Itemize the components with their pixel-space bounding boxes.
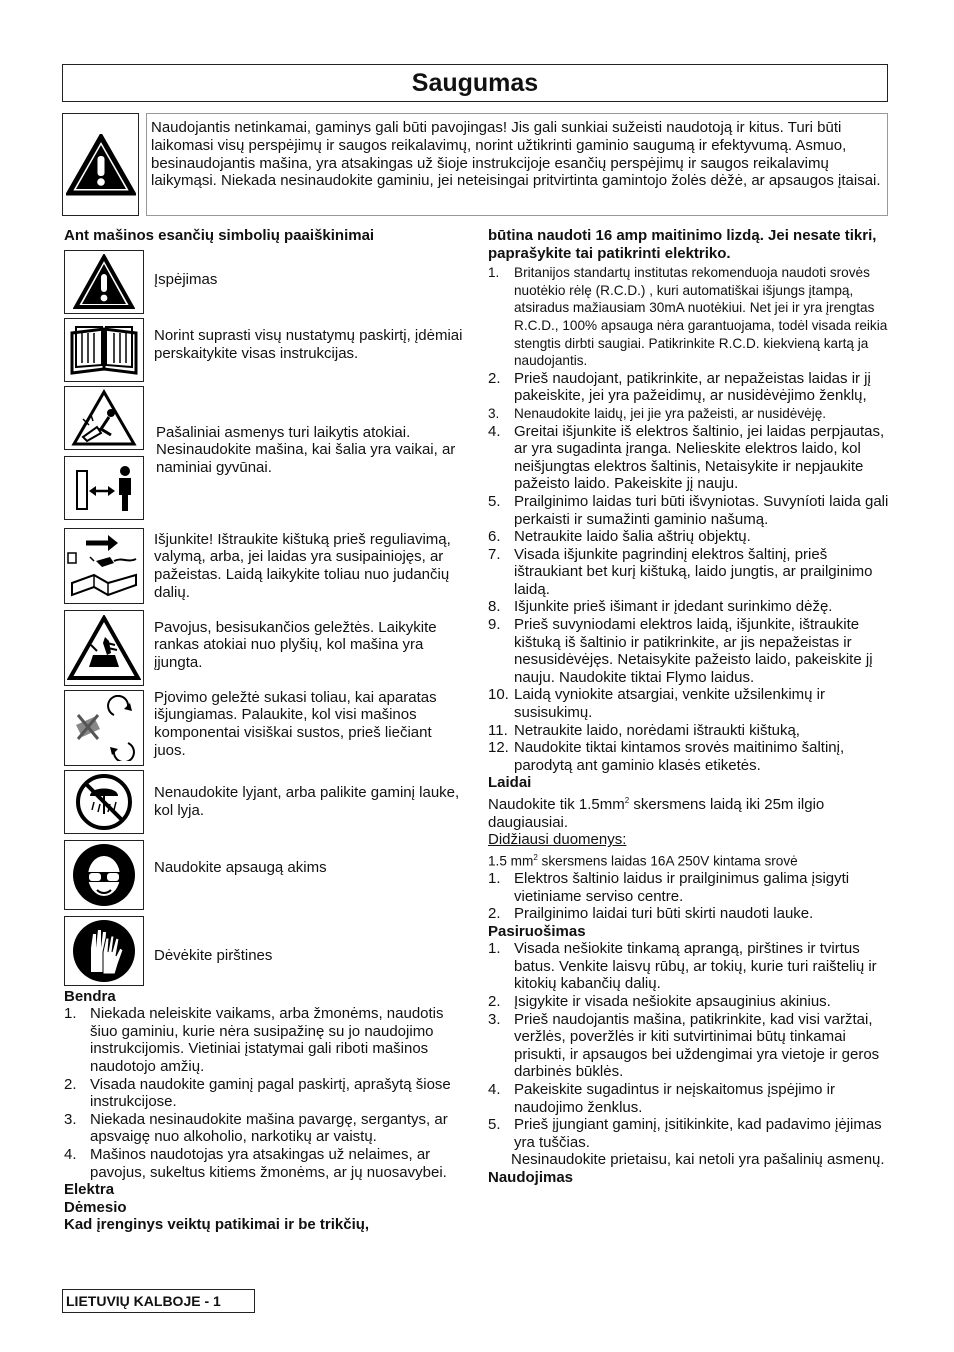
prep-heading: Pasiruošimas (488, 922, 586, 940)
right-column (488, 227, 890, 1187)
list-item: 5. Prieš įjungiant gaminį, įsitikinkite, kad padavimo įėjimas yra tuščias. (488, 1116, 882, 1151)
symbol-icon-box (64, 610, 144, 686)
symbol-text: Dėvėkite pirštines (154, 946, 273, 964)
list-item: 2. Įsigykite ir visada nešiokite apsauginius akinius. (488, 993, 831, 1011)
symbol-icon-box (64, 386, 144, 450)
symbol-icon-box (64, 840, 144, 910)
list-item: 3. Prieš naudojantis mašina, patikrinkite, kad visi varžtai, veržlės, poveržlės ir kiti sutvirtinimai būtų tinkamai prisukti, ir apsaugos bei uždengimai yra vietoje ir geros darbinės būklės. (488, 1010, 880, 1081)
symbol-row-rundown (64, 690, 464, 766)
rotating-blade-icon (67, 615, 141, 681)
symbol-row-rain (64, 770, 464, 834)
list-item: 5. Prailginimo laidas turi būti išvyniotas. Suvyníoti laida gali perkaisti ir sumažinti gaminio našumą. (488, 492, 889, 528)
symbol-text: Pavojus, besisukančios geležtės. Laikykite rankas atokiai nuo plyšių, kol mašina yra įjungta. (154, 618, 437, 672)
cables-heading: Laidai (488, 774, 532, 792)
bystander-hazard-icon (71, 389, 137, 447)
electric-list (488, 264, 890, 774)
symbol-text: Įspėjimas (154, 270, 218, 288)
list-item: 3. Nenaudokite laidų, jei jie yra pažeisti, ar nusidėvėję. (488, 405, 827, 421)
list-item: 2. Prailginimo laidai turi būti skirti naudoti lauke. (488, 905, 814, 923)
list-item: 1. Britanijos standartų institutas rekomenduoja naudoti srovės nuotėkio rėlę (R.C.D.) , kuri automatiškai išjungs įtampą, atsiradus mažiausiam 30mA nuotėkiui. Net jei ir yra įrengtas R.C.D., 100% apsauga nėra garantuojama, todėl visada reikia stengtis dirbti saugiai. Patikrinkite R.C.D. kiekvieną kartą ja naudojantis. (488, 265, 888, 369)
list-item: 8. Išjunkite prieš išimant ir įdedant surinkimo dėžę. (488, 598, 833, 616)
title-box (62, 64, 888, 102)
eye-protection-icon (71, 842, 137, 908)
warning-triangle-icon (73, 254, 135, 310)
unplug-icon (66, 531, 142, 601)
blade-rundown-icon (68, 695, 140, 761)
symbol-icon-box (64, 770, 144, 834)
symbol-row-eyes (64, 840, 464, 910)
list-item: 9. Prieš suvyniodami elektros laidą, išjunkite, ištraukite kištuką iš šaltinio ir patikrinkite, ar jis nepažeistas ir nesusidėvėjęs. Netaisykite pažeisto laido, pakeiskite jį nauju. Naudokite tiktai Flymo laidus. (488, 616, 873, 686)
list-item: 12. Naudokite tiktai kintamos srovės maitinimo šaltinį, parodytą ant gaminio klasės etiketės. (488, 739, 845, 774)
symbol-text: Norint suprasti visų nustatymų paskirtį, įdėmiai perskaitykite visas instrukcijas. (154, 326, 463, 362)
list-item: 2. Visada naudokite gaminį pagal paskirtį, aprašytą šiose instrukcijose. (64, 1075, 451, 1111)
page-footer: LIETUVIŲ KALBOJE - 1 (62, 1289, 255, 1313)
max-text: 1.5 $mm^2$ skersmens laidas 16A 250V kintama srovė (488, 852, 798, 869)
symbol-row-bystanders (64, 386, 464, 521)
list-item: 2. Prieš naudojant, patikrinkite, ar nepažeistas laidas ir jį pakeiskite, jei yra pažeidimų, ar nusidėvėjimo ženklų, (488, 369, 871, 405)
symbol-text: Nenaudokite lyjant, arba palikite gaminį lauke, kol lyja. (154, 783, 460, 819)
symbol-text: Išjunkite! Ištraukite kištuką prieš reguliavimą, valymą, arba, jei laidas yra susipainiojęs, ar pažeistas. Laidą laikykite toliau nuo judančių dalių. (154, 530, 451, 601)
keep-distance-icon (69, 461, 139, 515)
symbol-text: Pašaliniai asmenys turi laikytis atokiai. Nesinaudokite mašina, kai šalia yra vaikai, ar naminiai gyvūnai. (156, 423, 456, 477)
symbol-row-unplug (64, 528, 464, 604)
warning-icon-box (62, 113, 139, 216)
symbol-text: Pjovimo geležtė sukasi toliau, kai aparatas išjungiamas. Palaukite, kol visi mašinos komponentai visiškai sustos, prieš liečiant juos. (154, 688, 437, 759)
list-item: 7. Visada išjunkite pagrindinį elektros šaltinį, prieš ištraukiant bet kurį kištuką, laido jungtis, ar prailginimo laidą. (488, 545, 873, 598)
list-item: 3. Niekada nesinaudokite mašina pavargę, sergantys, ar apsvaigę nuo alkoholio, narkotikų ar vaistų. (64, 1110, 448, 1146)
list-item: 11. Netraukite laido, norėdami ištraukti kištuką, (488, 721, 800, 739)
symbol-icon-box (64, 916, 144, 986)
general-heading: Bendra (64, 987, 116, 1005)
symbol-text: Naudokite apsaugą akims (154, 858, 327, 876)
electric-heading: Elektra (64, 1181, 115, 1199)
list-item: 1. Elektros šaltinio laidus ir prailginimus galima įsigyti vietiniame serviso centre. (488, 869, 850, 905)
attention-text-left: Kad įrenginys veiktų patikimai ir be trikčių, (64, 1216, 370, 1234)
page-title: Saugumas (411, 69, 539, 97)
warning-triangle-icon (66, 134, 136, 196)
max-heading: Didžiausi duomenys: (488, 831, 627, 849)
list-item: 4. Pakeiskite sugadintus ir neįskaitomus įspėjimo ir naudojimo ženklus. (488, 1081, 835, 1116)
list-item: 4. Greitai išjunkite iš elektros šaltinio, jei laidas perpjautas, ar yra sugadinta įranga. Nelieskite elektros laido, kol neišjungtas elektros šaltinis, Netaisykite ir nepjaukite pažeisto laido. Pakeiskite jį nauju. (488, 422, 885, 493)
prep-list (488, 940, 890, 1151)
symbol-row-gloves (64, 916, 464, 986)
use-heading: Naudojimas (488, 1169, 574, 1186)
attention-text-right: būtina naudoti 16 amp maitinimo lizdą. Jei nesate tikri, paprašykite tai patikrinti elektriko. (488, 227, 877, 262)
warning-text: Naudojantis netinkamai, gaminys gali būti pavojingas! Jis gali sunkiai sužeisti naudotoją ir kitus. Turi būti laikomasi visų perspėjimų ir saugos reikalavimų, norint užtikrinti gaminio saugumą ir efektyvumą. Asmuo, besinaudojantis mašina, yra atsakingas už šioje instrukcijoje esančių perspėjimų ir saugos reikalavimų laikymąsi. Niekada nesinaudokite gaminiu, jei neteisingai pritvirtinta gamintojo žolės dėžė, ar apsaugos įtaisai. (146, 113, 888, 216)
list-item: 6. Netraukite laido šalia aštrių objektų. (488, 528, 751, 546)
prep-note: Nesinaudokite prietaisu, kai netoli yra pašalinių asmenų. (511, 1151, 885, 1169)
gloves-icon (71, 918, 137, 984)
symbol-row-warning (64, 250, 464, 314)
general-list (64, 1005, 464, 1181)
max-list (488, 870, 890, 923)
read-manual-icon (68, 323, 140, 377)
left-column (64, 227, 464, 1234)
list-item: 1. Niekada neleiskite vaikams, arba žmonėms, naudotis šiuo gaminiu, kurie nėra susipažinę su jo naudojimo instrukcijomis. Vietiniai įstatymai gali riboti mašinos naudotojo amžių. (64, 1005, 444, 1075)
attention-heading: Dėmesio (64, 1198, 127, 1216)
symbol-row-manual (64, 318, 464, 382)
list-item: 10. Laidą vyniokite atsargiai, venkite užsilenkimų ir susisukimų. (488, 686, 825, 722)
symbol-row-blade (64, 610, 464, 686)
symbol-icon-box (64, 250, 144, 314)
symbol-icon-box (64, 528, 144, 604)
list-item: 1. Visada nešiokite tinkamą aprangą, pirštines ir tvirtus batus. Venkite laisvų rūbų, ar tokių, kurie turi raištelių ir kitokių kabančių dalių. (488, 940, 877, 993)
cables-text: Naudokite tik $1.5mm^2$ skersmens laidą iki 25m ilgio daugiausiai. (488, 796, 825, 831)
symbol-icon-box (64, 690, 144, 766)
no-rain-icon (74, 772, 134, 832)
symbol-icon-box (64, 456, 144, 520)
symbol-icon-box (64, 318, 144, 382)
symbols-heading: Ant mašinos esančių simbolių paaiškinimai (64, 227, 375, 244)
list-item: 4. Mašinos naudotojas yra atsakingas už nelaimes, ar pavojus, sukeltus kitiems žmonėms, ar jų nuosavybei. (64, 1145, 447, 1181)
